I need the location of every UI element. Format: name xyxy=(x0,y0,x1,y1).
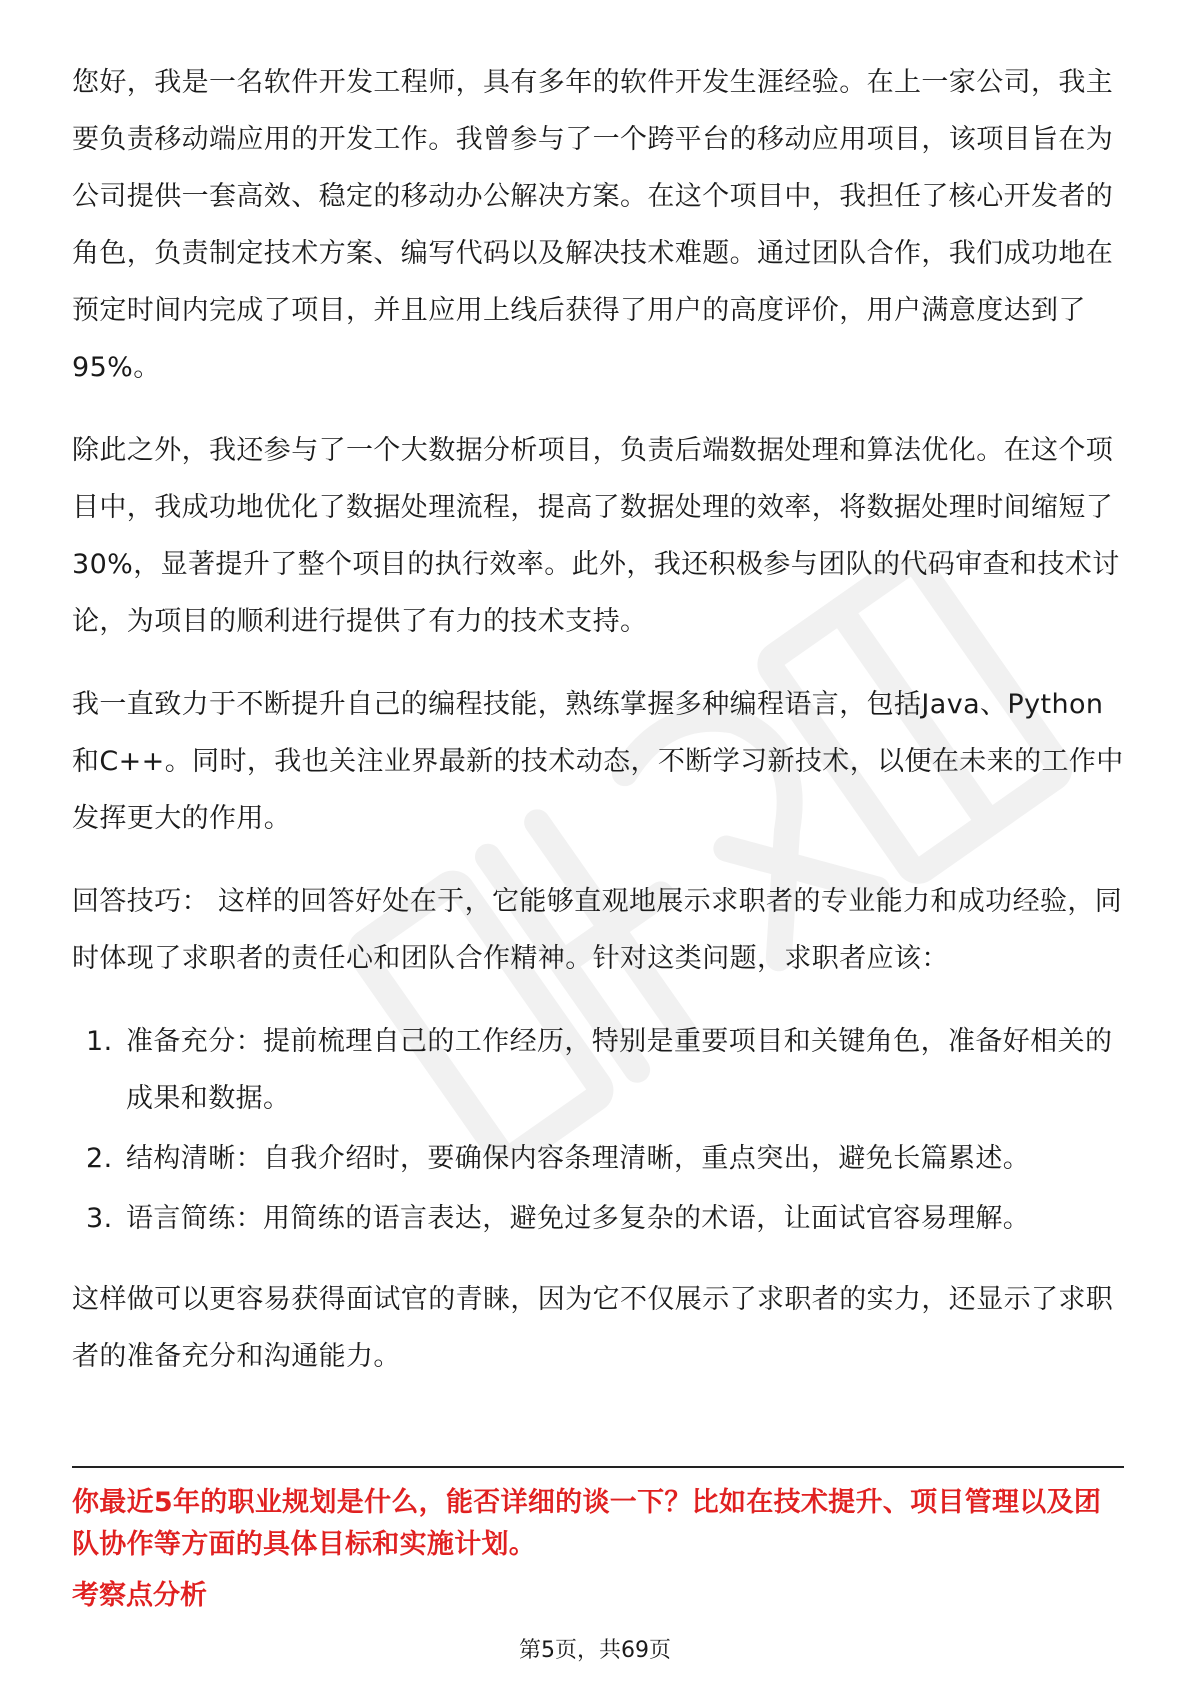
section-divider xyxy=(72,1466,1124,1468)
list-text: 结构清晰：自我介绍时，要确保内容条理清晰，重点突出，避免长篇累述。 xyxy=(126,1143,1031,1174)
section-title: 考察点分析 xyxy=(72,1580,207,1611)
list-item xyxy=(72,1013,1124,1127)
list-number: 1. xyxy=(86,1026,113,1057)
page-footer: 第5页，共69页 xyxy=(519,1638,671,1663)
list-text: 语言简练：用简练的语言表达，避免过多复杂的术语，让面试官容易理解。 xyxy=(126,1203,1031,1234)
list-item xyxy=(72,1130,1124,1187)
paragraph-big-data: 除此之外，我还参与了一个大数据分析项目，负责后端数据处理和算法优化。在这个项目中，我成功地优化了数据处理流程，提高了数据处理的效率，将数据处理时间缩短了30%，显著提升了整个项目的执行效率。此外，我还积极参与团队的代码审查和技术讨论，为项目的顺利进行提供了有力的技术支持。 xyxy=(72,435,1120,637)
paragraph-closing: 这样做可以更容易获得面试官的青睐，因为它不仅展示了求职者的实力，还显示了求职者的准备充分和沟通能力。 xyxy=(72,1284,1114,1372)
list-text: 准备充分：提前梳理自己的工作经历，特别是重要项目和关键角色，准备好相关的成果和数据。 xyxy=(126,1026,1113,1114)
list-number: 2. xyxy=(86,1143,113,1174)
document-body xyxy=(72,54,1124,1411)
list-item xyxy=(72,1190,1124,1247)
paragraph-intro: 您好，我是一名软件开发工程师，具有多年的软件开发生涯经验。在上一家公司，我主要负责移动端应用的开发工作。我曾参与了一个跨平台的移动应用项目，该项目旨在为公司提供一套高效、稳定的移动办公解决方案。在这个项目中，我担任了核心开发者的角色，负责制定技术方案、编写代码以及解决技术难题。通过团队合作，我们成功地在预定时间内完成了项目，并且应用上线后获得了用户的高度评价，用户满意度达到了95%。 xyxy=(72,67,1114,383)
tips-list xyxy=(72,1013,1124,1247)
list-number: 3. xyxy=(86,1203,113,1234)
paragraph-answer-tips: 回答技巧： 这样的回答好处在于，它能够直观地展示求职者的专业能力和成功经验，同时体现了求职者的责任心和团队合作精神。针对这类问题，求职者应该： xyxy=(72,886,1123,974)
paragraph-skills: 我一直致力于不断提升自己的编程技能，熟练掌握多种编程语言，包括Java、Python和C++。同时，我也关注业界最新的技术动态，不断学习新技术，以便在未来的工作中发挥更大的作用。 xyxy=(72,689,1124,834)
interview-question: 你最近5年的职业规划是什么，能否详细的谈一下？比如在技术提升、项目管理以及团队协作等方面的具体目标和实施计划。 xyxy=(72,1487,1102,1560)
